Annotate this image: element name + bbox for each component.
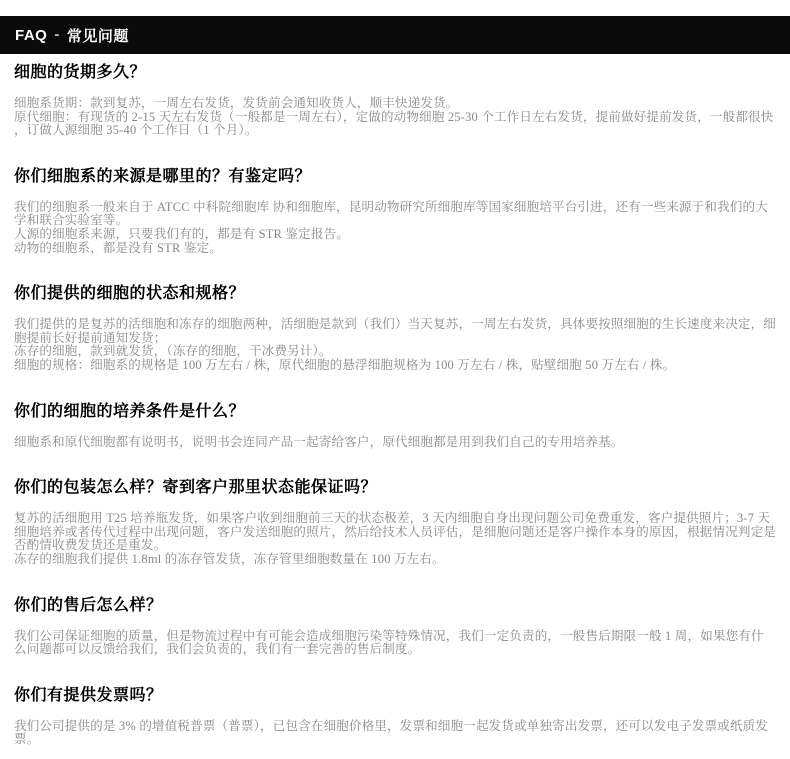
faq-answer-paragraph: 我们提供的是复苏的活细胞和冻存的细胞两种，活细胞是款到（我们）当天复苏，一周左右发货，具体要按照细胞的生长速度来决定，细胞提前长好提前通知发货； — [14, 317, 777, 345]
faq-question: 你们的细胞的培养条件是什么？ — [14, 402, 246, 420]
faq-answer-paragraph: 细胞系货期：款到复苏，一周左右发货，发货前会通知收货人，顺丰快递发货。 — [14, 96, 459, 110]
faq-answer-paragraph: 细胞系和原代细胞都有说明书，说明书会连同产品一起寄给客户，原代细胞都是用到我们自己的专用培养基。 — [14, 434, 624, 449]
faq-section — [14, 479, 776, 566]
faq-answer-paragraph: 我们公司保证细胞的质量，但是物流过程中有可能会造成细胞污染等特殊情况，我们一定负责的，一般售后期限一般 1 周，如果您有什么问题都可以反馈给我们，我们会负责的，我们有一套完善的售后制度。 — [14, 628, 764, 657]
faq-answer-paragraph: 细胞的规格：细胞系的规格是 100 万左右 / 株，原代细胞的悬浮细胞规格为 100 万左右 / 株，贴壁细胞 50 万左右 / 株。 — [14, 357, 676, 372]
faq-answers — [14, 436, 776, 450]
faq-answers — [14, 630, 776, 657]
faq-section — [14, 687, 776, 747]
faq-header-prefix: FAQ — [15, 26, 48, 44]
faq-question: 你们提供的细胞的状态和规格？ — [14, 285, 246, 303]
faq-answers — [14, 97, 776, 138]
faq-answer-paragraph: 我们的细胞系一般来自于 ATCC 中科院细胞库 协和细胞库，昆明动物研究所细胞库等国家细胞培平台引进，还有一些来源于和我们的大学和联合实验室等。 — [14, 199, 768, 228]
faq-question: 你们的售后怎么样？ — [14, 596, 163, 614]
faq-answer-paragraph: 冻存的细胞我们提供 1.8ml 的冻存管发货，冻存管里细胞数量在 100 万左右。 — [14, 551, 445, 566]
faq-answers — [14, 720, 776, 747]
faq-section — [14, 285, 776, 372]
faq-question: 你们有提供发票吗？ — [14, 686, 163, 704]
faq-answers — [14, 201, 776, 255]
faq-question: 你们细胞系的来源是哪里的？有鉴定吗？ — [14, 167, 312, 185]
faq-section — [14, 168, 776, 255]
faq-answer-paragraph: 动物的细胞系，都是没有 STR 鉴定。 — [14, 240, 222, 255]
faq-header-separator: - — [54, 25, 60, 43]
faq-header-bar — [0, 16, 790, 54]
faq-answer-paragraph: 人源的细胞系来源，只要我们有的，都是有 STR 鉴定报告。 — [14, 226, 349, 241]
faq-question: 你们的包装怎么样？寄到客户那里状态能保证吗？ — [14, 479, 378, 497]
faq-answer-paragraph: 复苏的活细胞用 T25 培养瓶发货，如果客户收到细胞前三天的状态极差，3 天内细胞自身出现问题公司免费重发，客户提供照片；3-7 天细胞培养或者传代过程中出现问题，客户发送细胞的照片，然后给技术人员评估，是细胞问题还是客户操作本身的原因，根据情况判定是否酌情收费发货还是重发。 — [14, 511, 777, 553]
faq-content — [0, 64, 790, 759]
faq-section — [14, 403, 776, 450]
faq-section — [14, 64, 776, 138]
faq-answer-paragraph: 原代细胞：有现货的 2-15 天左右发货（一般都是一周左右），定做的动物细胞 25-30 个工作日左右发货，提前做好提前发货，一般都很快 ，订做人源细胞 35-40 个工作日（1 个月）。 — [14, 109, 774, 138]
faq-section — [14, 597, 776, 657]
faq-answer-paragraph: 冻存的细胞，款到就发货，（冻存的细胞，干冰费另计）。 — [14, 344, 332, 359]
top-margin — [0, 0, 790, 16]
faq-question: 细胞的货期多久？ — [14, 64, 147, 81]
faq-answer-paragraph: 我们公司提供的是 3% 的增值税普票（普票），已包含在细胞价格里，发票和细胞一起发货或单独寄出发票，还可以发电子发票或纸质发票。 — [14, 718, 769, 747]
faq-header-title: 常见问题 — [66, 27, 129, 45]
faq-answers — [14, 512, 776, 566]
faq-answers — [14, 318, 776, 372]
